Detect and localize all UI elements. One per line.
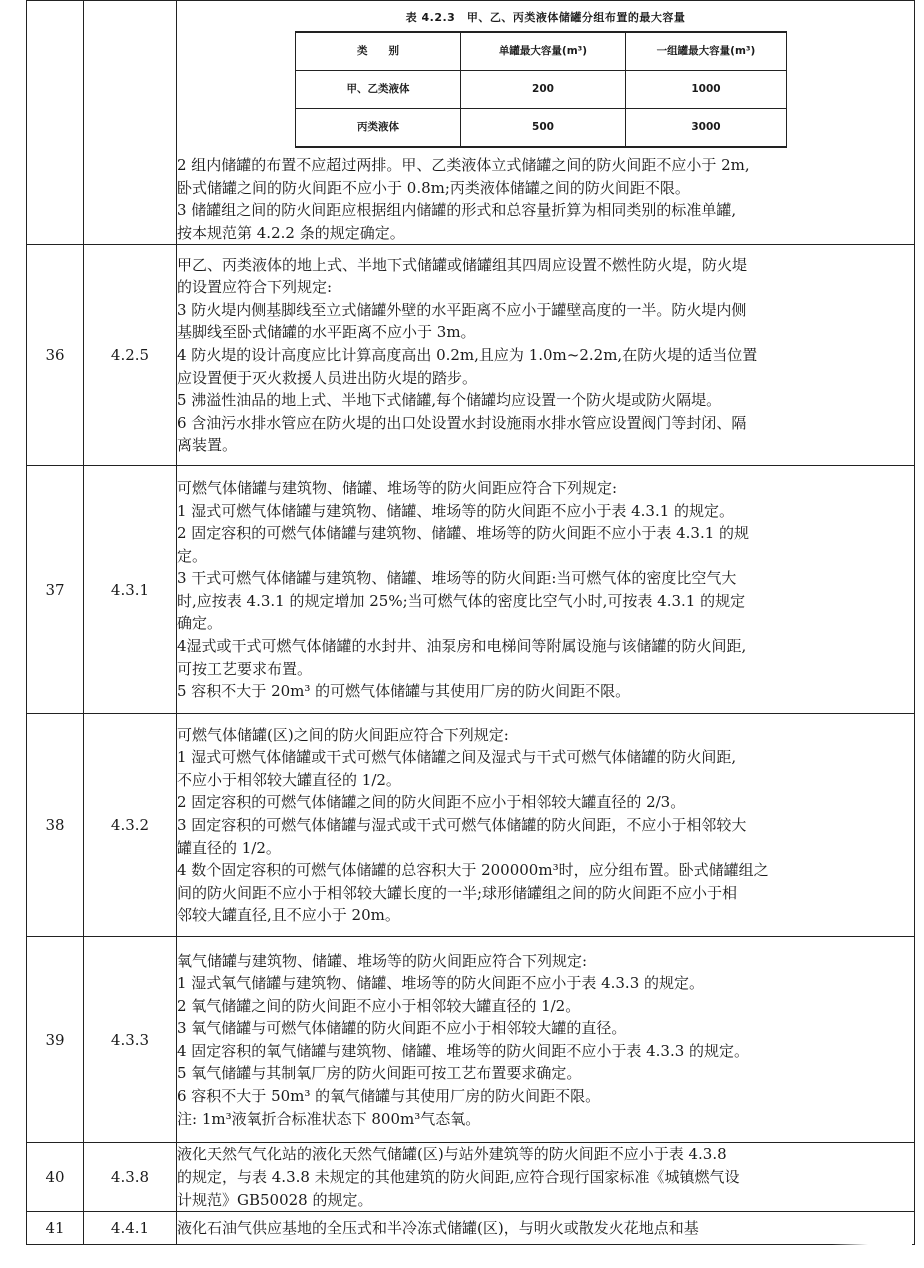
content-line: 按本规范第 4.2.2 条的规定确定。 [177, 223, 405, 242]
table-row [27, 1143, 915, 1212]
row-content [177, 1143, 915, 1212]
row-content [177, 466, 915, 714]
table-row [27, 245, 915, 466]
content-line: 1 湿式可燃气体储罐与建筑物、储罐、堆场等的防火间距不应小于表 4.3.1 的规定。 [177, 501, 735, 520]
content-line: 4 防火堤的设计高度应比计算高度高出 0.2m,且应为 1.0m~2.2m,在防火堤的适当位置 [177, 346, 758, 365]
table-row [27, 1212, 915, 1245]
clause-number: 4.2.5 [84, 245, 177, 466]
table-row [27, 1, 915, 245]
content-line: 应设置便于灭火救援人员进出防火堤的踏步。 [177, 368, 478, 387]
content-line: 4湿式或干式可燃气体储罐的水封井、油泵房和电梯间等附属设施与该储罐的防火间距, [177, 637, 747, 656]
table-row [27, 714, 915, 937]
content-line: 确定。 [177, 614, 223, 633]
content-line: 间的防火间距不应小于相邻较大罐长度的一半;球形储罐组之间的防火间距不应小于相 [177, 883, 738, 902]
content-line: 甲乙、丙类液体的地上式、半地下式储罐或储罐组其四周应设置不燃性防火堤，防火堤 [177, 255, 748, 274]
clause-number: 4.3.2 [84, 714, 177, 937]
content-line: 可按工艺要求布置。 [177, 659, 313, 678]
content-line: 4 数个固定容积的可燃气体储罐的总容积大于 200000m³时，应分组布置。卧式储罐组之 [177, 861, 769, 880]
content-line: 卧式储罐之间的防火间距不应小于 0.8m;丙类液体储罐之间的防火间距不限。 [177, 178, 690, 197]
content-line: 液化石油气供应基地的全压式和半冷冻式储罐(区)，与明火或散发火花地点和基 [177, 1219, 699, 1238]
content-line: 3 氧气储罐与可燃气体储罐的防火间距不应小于相邻较大罐的直径。 [177, 1019, 627, 1038]
content-line: 1 湿式可燃气体储罐或干式可燃气体储罐之间及湿式与干式可燃气体储罐的防火间距, [177, 748, 737, 767]
content-line: 2 组内储罐的布置不应超过两排。甲、乙类液体立式储罐之间的防火间距不应小于 2m, [177, 156, 750, 174]
subtable-title: 表 4.2.3 甲、乙、丙类液体储罐分组布置的最大容量 [405, 11, 686, 24]
content-line: 基脚线至卧式储罐的水平距离不应小于 3m。 [177, 323, 476, 342]
subtable-cell: 3000 [626, 109, 787, 148]
row-number: 41 [27, 1212, 84, 1245]
content-line: 时,应按表 4.3.1 的规定增加 25%;当可燃气体的密度比空气小时,可按表 4.3.1 的规定 [177, 591, 746, 610]
subtable-header-row [296, 32, 787, 71]
content-line: 液化天然气气化站的液化天然气储罐(区)与站外建筑等的防火间距不应小于表 4.3.8 [177, 1145, 727, 1164]
content-line: 3 防火堤内侧基脚线至立式储罐外壁的水平距离不应小于罐壁高度的一半。防火堤内侧 [177, 300, 747, 319]
clause-number: 4.3.1 [84, 466, 177, 714]
regulation-table [26, 0, 915, 1245]
row-content [177, 937, 915, 1143]
row-number [27, 1, 84, 245]
row-number: 36 [27, 245, 84, 466]
clause-number: 4.3.3 [84, 937, 177, 1143]
row-number: 39 [27, 937, 84, 1143]
content-line: 邻较大罐直径,且不应小于 20m。 [177, 906, 400, 925]
subtable-cell: 200 [461, 71, 626, 109]
content-line: 6 含油污水排水管应在防火堤的出口处设置水封设施雨水排水管应设置阀门等封闭、隔 [177, 413, 747, 432]
content-line: 罐直径的 1/2。 [177, 838, 281, 857]
content-line: 2 氧气储罐之间的防火间距不应小于相邻较大罐直径的 1/2。 [177, 996, 581, 1015]
clause-number: 4.4.1 [84, 1212, 177, 1245]
content-line: 注: 1m³液氧折合标准状态下 800m³气态氧。 [177, 1109, 481, 1128]
content-line: 5 沸溢性油品的地上式、半地下式储罐,每个储罐均应设置一个防火堤或防火隔堤。 [177, 391, 722, 410]
subtable-row [296, 109, 787, 148]
row-number: 37 [27, 466, 84, 714]
clause-number [84, 1, 177, 245]
table-row [27, 937, 915, 1143]
subtable-cell: 1000 [626, 71, 787, 109]
subtable-row [296, 71, 787, 109]
content-line: 2 固定容积的可燃气体储罐与建筑物、储罐、堆场等的防火间距不应小于表 4.3.1 的规 [177, 524, 750, 543]
content-line: 4 固定容积的氧气储罐与建筑物、储罐、堆场等的防火间距不应小于表 4.3.3 的规定。 [177, 1041, 750, 1060]
subtable-cell: 甲、乙类液体 [296, 71, 461, 109]
subtable-header: 单罐最大容量(m³) [461, 32, 626, 71]
content-line: 5 容积不大于 20m³ 的可燃气体储罐与其使用厂房的防火间距不限。 [177, 682, 631, 701]
row-number: 38 [27, 714, 84, 937]
content-line: 离装置。 [177, 436, 238, 455]
subtable-cell: 丙类液体 [296, 109, 461, 148]
content-line: 的规定，与表 4.3.8 未规定的其他建筑的防火间距,应符合现行国家标准《城镇燃气设 [177, 1168, 740, 1187]
content-line: 2 固定容积的可燃气体储罐之间的防火间距不应小于相邻较大罐直径的 2/3。 [177, 793, 686, 812]
content-line: 可燃气体储罐与建筑物、储罐、堆场等的防火间距应符合下列规定: [177, 478, 618, 497]
content-line: 氧气储罐与建筑物、储罐、堆场等的防火间距应符合下列规定: [177, 951, 588, 970]
row-content [177, 245, 915, 466]
row-content [177, 714, 915, 937]
content-line: 定。 [177, 546, 208, 565]
subtable-cell: 500 [461, 109, 626, 148]
content-line: 不应小于相邻较大罐直径的 1/2。 [177, 770, 401, 789]
content-line: 可燃气体储罐(区)之间的防火间距应符合下列规定: [177, 725, 509, 744]
content-line: 3 干式可燃气体储罐与建筑物、储罐、堆场等的防火间距:当可燃气体的密度比空气大 [177, 569, 737, 588]
subtable-header: 一组罐最大容量(m³) [626, 32, 787, 71]
subtable-header: 类 别 [296, 32, 461, 71]
content-line: 的设置应符合下列规定: [177, 278, 333, 297]
watermark-fade [832, 1244, 912, 1268]
row-content [177, 1212, 915, 1245]
table-row [27, 466, 915, 714]
content-line: 6 容积不大于 50m³ 的氧气储罐与其使用厂房的防火间距不限。 [177, 1087, 601, 1106]
clause-number: 4.3.8 [84, 1143, 177, 1212]
row-content [177, 1, 915, 245]
capacity-subtable [295, 31, 787, 148]
row-number: 40 [27, 1143, 84, 1212]
content-line: 1 湿式氧气储罐与建筑物、储罐、堆场等的防火间距不应小于表 4.3.3 的规定。 [177, 974, 705, 993]
content-line: 3 储罐组之间的防火间距应根据组内储罐的形式和总容量折算为相同类别的标准单罐, [177, 201, 737, 220]
content-line: 3 固定容积的可燃气体储罐与湿式或干式可燃气体储罐的防火间距，不应小于相邻较大 [177, 816, 747, 835]
content-line: 5 氧气储罐与其制氧厂房的防火间距可按工艺布置要求确定。 [177, 1064, 582, 1083]
content-line: 计规范》GB50028 的规定。 [177, 1190, 373, 1209]
